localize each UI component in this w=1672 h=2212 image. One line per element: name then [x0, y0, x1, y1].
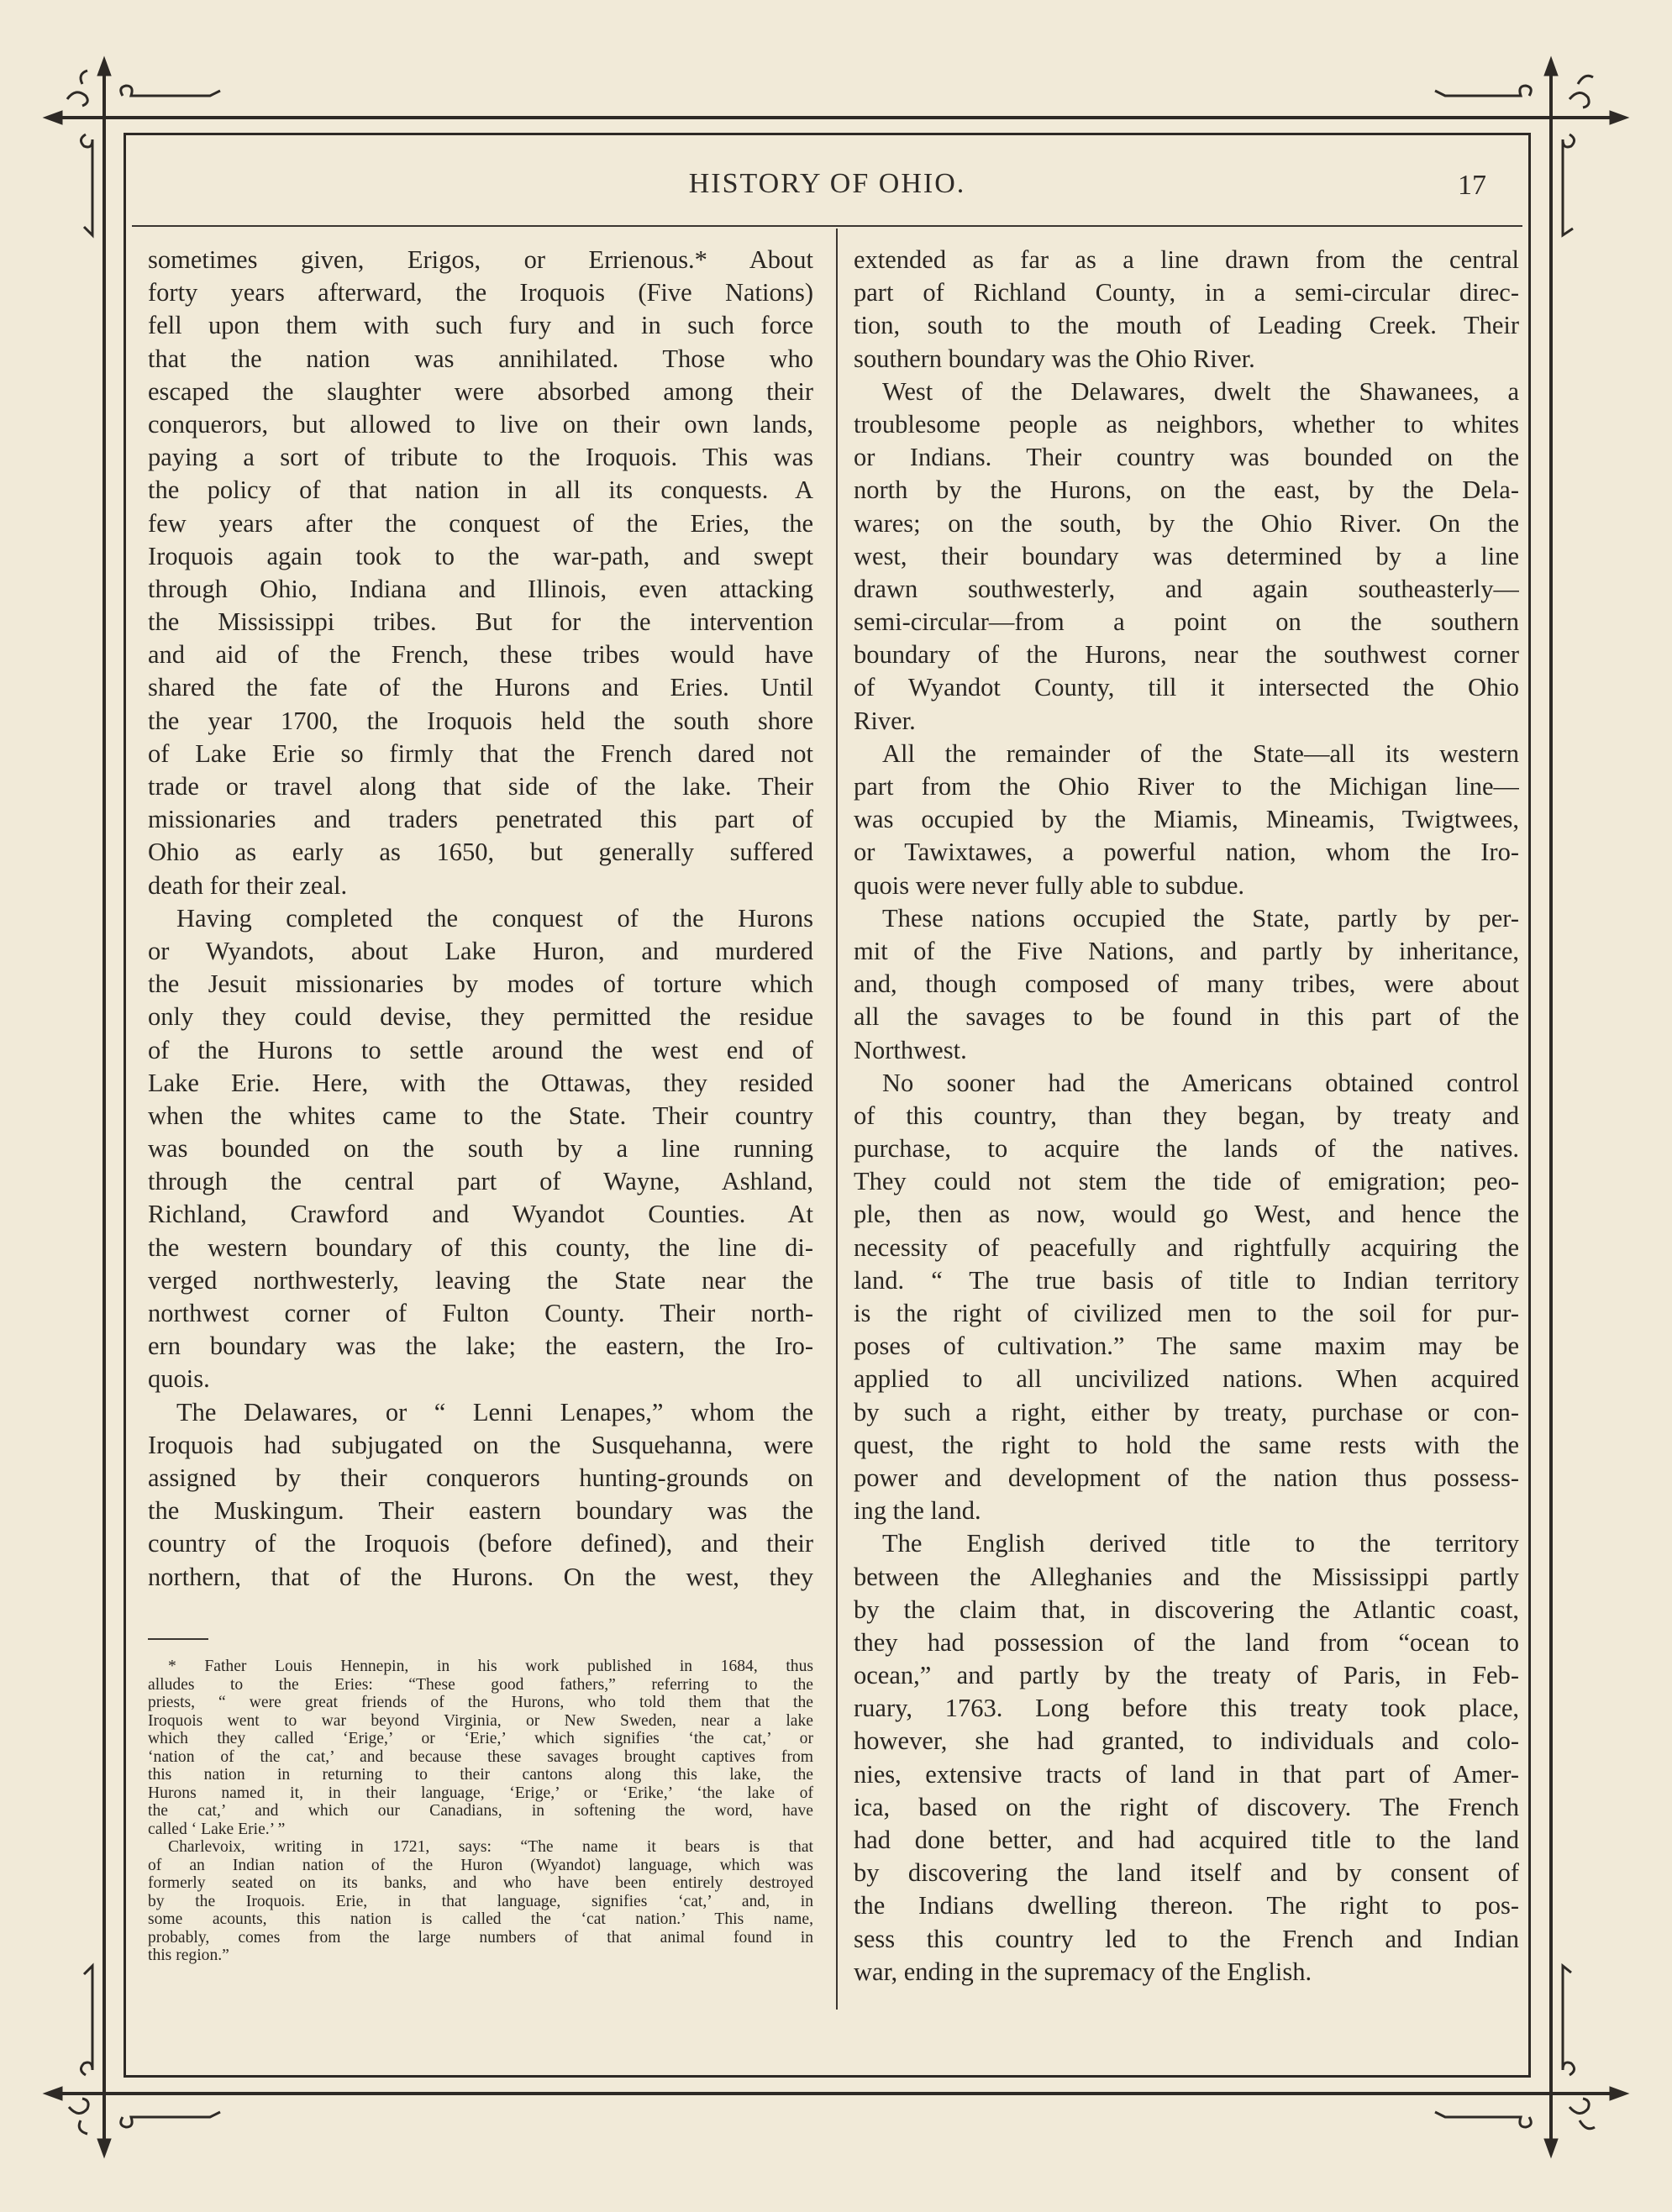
- text-line: war, ending in the supremacy of the English.: [854, 1957, 1312, 1986]
- text-line: which they called ‘Erige,’ or ‘Erie,’ which signifies ‘the cat,’ or: [148, 1730, 813, 1747]
- bottom-left-ornament: [121, 2112, 220, 2127]
- text-line: was occupied by the Miamis, Mineamis, Twigtwees,: [854, 805, 1519, 834]
- text-line: between the Alleghanies and the Mississippi partly: [854, 1562, 1519, 1591]
- text-line: quois were never fully able to subdue.: [854, 870, 1244, 900]
- text-line: and, though composed of many tribes, were about: [854, 969, 1519, 999]
- text-line: the Muskingum. Their eastern boundary was the: [148, 1496, 813, 1526]
- text-line: formerly seated on its banks, and who have been entirely destroyed: [148, 1874, 813, 1892]
- text-line: The English derived title to the territory: [882, 1529, 1519, 1558]
- text-line: * Father Louis Hennepin, in his work published in 1684, thus: [168, 1658, 813, 1675]
- left-bottom-side-ornament: [81, 1966, 92, 2075]
- text-line: northwest corner of Fulton County. Their north-: [148, 1299, 813, 1327]
- text-line: nies, extensive tracts of land in that part of Amer-: [854, 1759, 1519, 1789]
- text-line: applied to all uncivilized nations. When acquired: [854, 1364, 1519, 1394]
- text-line: fell upon them with such fury and in such force: [148, 311, 813, 340]
- text-line: only they could devise, they permitted the residue: [148, 1002, 813, 1032]
- text-line: boundary of the Hurons, near the southwest corner: [854, 640, 1519, 670]
- text-line: Having completed the conquest of the Hurons: [176, 903, 813, 933]
- text-line: Iroquois had subjugated on the Susquehanna, were: [148, 1430, 813, 1459]
- text-line: assigned by their conquerors hunting-grounds on: [148, 1463, 813, 1492]
- text-line: by such a right, either by treaty, purchase or con-: [854, 1397, 1519, 1427]
- text-line: ica, based on the right of discovery. The French: [854, 1792, 1519, 1821]
- text-line: and aid of the French, these tribes would have: [148, 640, 813, 670]
- text-line: necessity of peacefully and rightfully acquiring the: [854, 1232, 1519, 1262]
- text-line: few years after the conquest of the Eries, the: [148, 508, 813, 538]
- text-line: had done better, and had acquired title to the land: [854, 1826, 1519, 1854]
- text-line: semi-circular—from a point on the southern: [854, 607, 1519, 637]
- text-line: through Ohio, Indiana and Illinois, even attacking: [148, 574, 813, 603]
- text-line: the Mississippi tribes. But for the intervention: [148, 607, 813, 637]
- text-line: ple, then as now, would go West, and hence the: [854, 1200, 1519, 1229]
- text-line: or Indians. Their country was bounded on the: [854, 443, 1519, 472]
- text-line: Lake Erie. Here, with the Ottawas, they resided: [148, 1068, 813, 1097]
- flourish-bottom-left: [69, 2099, 88, 2134]
- text-line: the western boundary of this county, the line di-: [148, 1232, 813, 1262]
- right-column: [854, 244, 1519, 1989]
- footnote-rule: [148, 1638, 208, 1640]
- text-line: southern boundary was the Ohio River.: [854, 344, 1255, 373]
- text-line: The Delawares, or “ Lenni Lenapes,” whom the: [176, 1397, 813, 1427]
- text-line: troublesome people as neighbors, whether to whites: [854, 409, 1519, 439]
- text-line: Ohio as early as 1650, but generally suffered: [148, 838, 813, 867]
- text-line: ocean,” and partly by the treaty of Paris, in Feb-: [854, 1661, 1519, 1690]
- text-line: escaped the slaughter were absorbed among their: [148, 376, 813, 406]
- text-line: that the nation was annihilated. Those who: [148, 344, 813, 373]
- text-line: trade or travel along that side of the lake. Their: [148, 772, 813, 801]
- text-line: the Indians dwelling thereon. The right to pos-: [854, 1891, 1519, 1920]
- running-head: [126, 168, 1528, 218]
- right-top-side-ornament: [1563, 134, 1575, 235]
- text-line: through the central part of Wayne, Ashland,: [148, 1167, 813, 1196]
- text-line: verged northwesterly, leaving the State near the: [148, 1265, 813, 1295]
- text-line: however, she had granted, to individuals and colo-: [854, 1726, 1519, 1756]
- text-line: by the Iroquois. Erie, in that language, signifies ‘cat,’ and, in: [148, 1892, 813, 1910]
- flourish-top-left: [67, 71, 87, 106]
- text-line: They could not stem the tide of emigration; peo-: [854, 1167, 1519, 1196]
- text-line: shared the fate of the Hurons and Eries. Until: [148, 673, 813, 702]
- text-line: the Jesuit missionaries by modes of torture which: [148, 969, 813, 999]
- page-title: HISTORY OF OHIO.: [688, 168, 966, 199]
- text-line: extended as far as a line drawn from the central: [854, 245, 1519, 274]
- text-line: west, their boundary was determined by a line: [854, 541, 1519, 570]
- left-column: [148, 244, 813, 1594]
- text-line: River.: [854, 706, 916, 735]
- text-line: Iroquois went to war beyond Virginia, or New Sweden, near a lake: [148, 1711, 813, 1730]
- text-line: probably, comes from the large numbers of that animal found in: [148, 1928, 813, 1947]
- text-line: ing the land.: [854, 1496, 981, 1526]
- text-line: the policy of that nation in all its conquests. A: [148, 476, 813, 505]
- right-bottom-side-ornament: [1563, 1966, 1575, 2075]
- text-line: Iroquois again took to the war-path, and swept: [148, 541, 813, 570]
- text-line: West of the Delawares, dwelt the Shawanees, a: [882, 376, 1519, 406]
- text-line: all the savages to be found in this part of the: [854, 1002, 1519, 1032]
- text-line: paying a sort of tribute to the Iroquois. This was: [148, 443, 813, 472]
- text-line: Charlevoix, writing in 1721, says: “The name it bears is that: [168, 1838, 813, 1856]
- text-line: or Wyandots, about Lake Huron, and murdered: [148, 936, 813, 965]
- text-line: ern boundary was the lake; the eastern, the Iro-: [148, 1332, 813, 1361]
- text-line: of Wyandot County, till it intersected the Ohio: [854, 673, 1519, 702]
- text-line: part from the Ohio River to the Michigan line—: [854, 772, 1519, 801]
- text-line: quois.: [148, 1364, 210, 1394]
- text-line: poses of cultivation.” The same maxim may be: [854, 1332, 1519, 1361]
- bottom-right-ornament: [1435, 2112, 1531, 2127]
- text-line: some acounts, this nation is called the ‘cat nation.’ This name,: [148, 1910, 813, 1928]
- footnote: [148, 1658, 813, 1965]
- text-line: No sooner had the Americans obtained control: [882, 1068, 1519, 1097]
- text-line: of the Hurons to settle around the west end of: [148, 1035, 813, 1064]
- text-line: sometimes given, Erigos, or Errienous.* About: [148, 245, 813, 274]
- text-line: they had possession of the land from “ocean to: [854, 1627, 1519, 1657]
- text-line: by discovering the land itself and by consent of: [854, 1858, 1519, 1888]
- text-line: is the right of civilized men to the soil for pur-: [854, 1299, 1519, 1327]
- text-line: was bounded on the south by a line running: [148, 1134, 813, 1164]
- text-line: when the whites came to the State. Their country: [148, 1101, 813, 1130]
- text-line: this region.”: [148, 1947, 229, 1964]
- text-line: Richland, Crawford and Wyandot Counties. At: [148, 1200, 813, 1229]
- arrow-left-bottom-icon: [44, 2087, 62, 2100]
- text-line: sess this country led to the French and Indian: [854, 1924, 1519, 1953]
- text-line: of Lake Erie so firmly that the French dared not: [148, 738, 813, 768]
- arrow-top-left-icon: [97, 57, 111, 76]
- text-line: country of the Iroquois (before defined), and their: [148, 1529, 813, 1558]
- text-line: power and development of the nation thus possess-: [854, 1463, 1519, 1492]
- top-left-ornament: [121, 86, 220, 96]
- text-line: by the claim that, in discovering the Atlantic coast,: [854, 1595, 1519, 1624]
- header-rule: [132, 225, 1522, 227]
- arrow-bottom-right-icon: [1544, 2139, 1558, 2157]
- text-line: this nation in returning to their cantons along this lake, the: [148, 1766, 813, 1784]
- column-divider: [836, 229, 838, 2010]
- text-line: northern, that of the Hurons. On the west, they: [148, 1562, 813, 1591]
- text-line: forty years afterward, the Iroquois (Five Nations): [148, 278, 813, 307]
- flourish-bottom-right: [1569, 2099, 1595, 2129]
- text-line: ruary, 1763. Long before this treaty took place,: [854, 1694, 1519, 1723]
- text-line: north by the Hurons, on the east, by the Dela-: [854, 476, 1519, 505]
- arrow-bottom-left-icon: [97, 2139, 111, 2157]
- text-line: All the remainder of the State—all its western: [882, 738, 1519, 768]
- arrow-right-top-icon: [1610, 111, 1628, 124]
- text-line: alludes to the Eries: “These good fathers,” referring to the: [148, 1675, 813, 1694]
- text-line: drawn southwesterly, and again southeasterly—: [854, 574, 1519, 603]
- top-right-ornament: [1435, 86, 1531, 96]
- flourish-top-right: [1569, 76, 1593, 108]
- text-line: tion, south to the mouth of Leading Creek. Their: [854, 311, 1519, 340]
- text-line: wares; on the south, by the Ohio River. On the: [854, 508, 1519, 538]
- text-line: Northwest.: [854, 1035, 967, 1064]
- text-line: of an Indian nation of the Huron (Wyandot) language, which was: [148, 1856, 813, 1874]
- text-line: mit of the Five Nations, and partly by inheritance,: [854, 936, 1519, 965]
- page-number: 17: [1458, 170, 1486, 201]
- text-line: called ‘ Lake Erie.’ ”: [148, 1820, 286, 1838]
- text-line: ‘nation of the cat,’ and because these savages brought captives from: [148, 1747, 813, 1766]
- text-line: purchase, to acquire the lands of the natives.: [854, 1134, 1519, 1164]
- text-line: Hurons named it, in their language, ‘Erige,’ or ‘Erike,’ ‘the lake of: [148, 1784, 813, 1802]
- text-line: the cat,’ and which our Canadians, in softening the word, have: [148, 1802, 813, 1820]
- text-line: or Tawixtawes, a powerful nation, whom the Iro-: [854, 838, 1519, 867]
- arrow-right-bottom-icon: [1610, 2087, 1628, 2100]
- text-line: missionaries and traders penetrated this part of: [148, 805, 813, 834]
- arrow-left-top-icon: [44, 111, 62, 124]
- left-top-side-ornament: [81, 134, 92, 235]
- text-line: priests, “ were great friends of the Hurons, who told them that the: [148, 1694, 813, 1711]
- text-line: conquerors, but allowed to live on their own lands,: [148, 409, 813, 439]
- text-line: death for their zeal.: [148, 870, 348, 900]
- text-line: of this country, than they began, by treaty and: [854, 1101, 1519, 1130]
- arrow-top-right-icon: [1544, 57, 1558, 76]
- text-line: the year 1700, the Iroquois held the south shore: [148, 706, 813, 735]
- text-line: land. “ The true basis of title to Indian territory: [854, 1265, 1519, 1295]
- text-line: These nations occupied the State, partly by per-: [882, 903, 1519, 933]
- text-line: quest, the right to hold the same rests with the: [854, 1430, 1519, 1459]
- text-line: part of Richland County, in a semi-circular direc-: [854, 278, 1519, 307]
